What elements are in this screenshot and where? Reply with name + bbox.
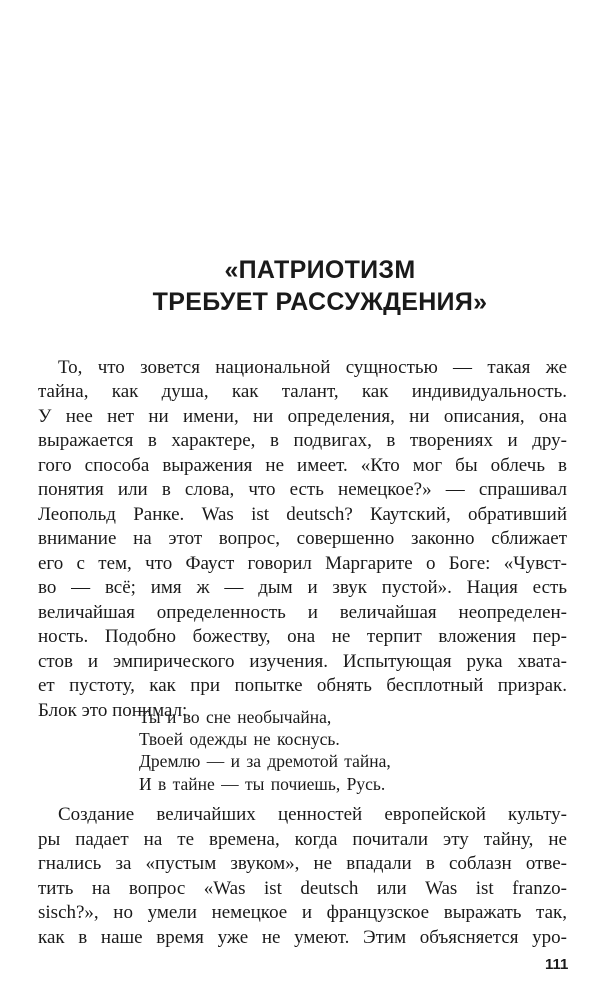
text-line: Создание величайших ценностей европейской культу- — [58, 804, 567, 825]
verse-line: И в тайне — ты почиешь, Русь. — [139, 774, 386, 794]
text-line: как в наше время уже не умеют. Этим объясняется уро- — [38, 927, 567, 948]
text-line: То, что зовется национальной сущностью — такая же — [58, 357, 567, 378]
chapter-title-line: ТРЕБУЕТ РАССУЖДЕНИЯ» — [152, 288, 488, 316]
verse-line: Ты и во сне необычайна, — [139, 707, 332, 727]
text-line: внимание на этот вопрос, совершенно законно сближает — [38, 528, 567, 549]
text-line: У нее нет ни имени, ни определения, ни описания, она — [38, 406, 567, 427]
text-line: гнались за «пустым звуком», не впадали в соблазн отве- — [38, 853, 567, 874]
text-line: стов и эмпирического изучения. Испытующая рука хвата- — [38, 651, 567, 672]
text-line: ры падает на те времена, когда почитали эту тайну, не — [38, 829, 567, 850]
text-line: тить на вопрос «Was ist deutsch или Was ist franzo- — [38, 878, 567, 899]
chapter-title-line: «ПАТРИОТИЗМ — [224, 256, 416, 284]
text-line: Леопольд Ранке. Was ist deutsch? Каутский, обративший — [38, 504, 567, 525]
text-line: ет пустоту, как при попытке обнять бесплотный призрак. — [38, 675, 567, 696]
text-line: во — всё; имя ж — дым и звук пустой». Нация есть — [38, 577, 567, 598]
text-line: выражается в характере, в подвигах, в творениях и дру- — [38, 430, 567, 451]
text-line: Блок это понимал: — [38, 700, 188, 721]
text-line: его с тем, что Фауст говорил Маргарите о Боге: «Чувст- — [38, 553, 567, 574]
text-line: ность. Подобно божеству, она не терпит вложения пер- — [38, 626, 567, 647]
page-number: 111 — [545, 956, 569, 973]
verse-line: Твоей одежды не коснусь. — [139, 729, 340, 749]
text-line: sisch?», но умели немецкое и французское выражать так, — [38, 902, 567, 923]
text-line: тайна, как душа, как талант, как индивидуальность. — [38, 381, 567, 402]
verse-line: Дремлю — и за дремотой тайна, — [139, 751, 391, 771]
text-line: величайшая определенность и величайшая неопределен- — [38, 602, 567, 623]
text-line: понятия или в слова, что есть немецкое?» — спрашивал — [38, 479, 567, 500]
text-line: гого способа выражения не имеет. «Кто мог бы облечь в — [38, 455, 567, 476]
